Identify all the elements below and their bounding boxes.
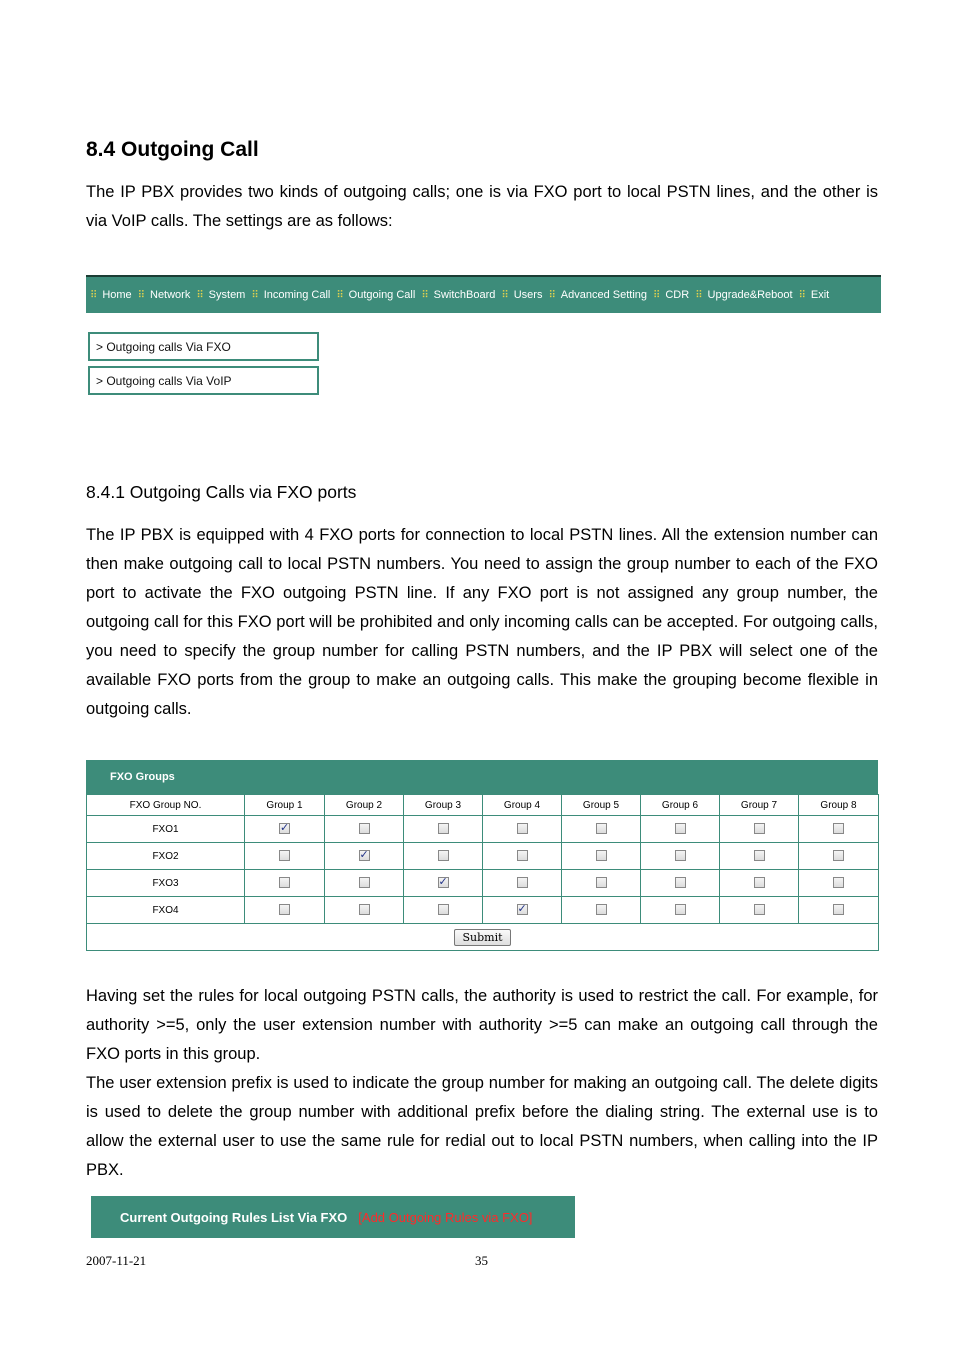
group-cell xyxy=(483,843,562,870)
group-checkbox[interactable] xyxy=(675,850,686,861)
intro-paragraph: The IP PBX provides two kinds of outgoing calls; one is via FXO port to local PSTN lines, and the other is via VoIP calls. The settings are as follows: xyxy=(86,183,878,230)
group-cell xyxy=(799,816,879,843)
group-cell xyxy=(799,870,879,897)
column-header-group-4: Group 4 xyxy=(483,795,562,816)
group-cell xyxy=(562,897,641,924)
group-checkbox[interactable] xyxy=(833,904,844,915)
nav-item-label: Exit xyxy=(810,289,830,301)
grid-bullet-icon: ⠿ xyxy=(501,289,508,301)
nav-item-network[interactable] xyxy=(138,289,191,301)
rules-bar-title: Current Outgoing Rules List Via FXO xyxy=(120,1209,348,1225)
nav-item-label: SwitchBoard xyxy=(433,289,496,301)
nav-item-label: Home xyxy=(102,289,132,301)
nav-item-label: CDR xyxy=(665,289,690,301)
group-checkbox[interactable] xyxy=(438,904,449,915)
group-cell xyxy=(641,870,720,897)
nav-item-incoming-call[interactable] xyxy=(251,289,330,301)
fxo-groups-table xyxy=(86,794,879,951)
group-checkbox[interactable] xyxy=(279,823,290,834)
group-cell xyxy=(799,897,879,924)
nav-item-outgoing-call[interactable] xyxy=(336,289,415,301)
group-cell xyxy=(799,843,879,870)
group-checkbox[interactable] xyxy=(517,850,528,861)
group-checkbox[interactable] xyxy=(596,877,607,888)
nav-item-label: System xyxy=(208,289,246,301)
group-cell xyxy=(483,870,562,897)
group-checkbox[interactable] xyxy=(754,877,765,888)
group-cell xyxy=(404,870,483,897)
group-checkbox[interactable] xyxy=(754,850,765,861)
group-cell xyxy=(641,843,720,870)
grid-bullet-icon: ⠿ xyxy=(137,289,144,301)
add-outgoing-rules-link[interactable]: [Add Outgoing Rules via FXO] xyxy=(358,1209,533,1225)
grid-bullet-icon: ⠿ xyxy=(421,289,428,301)
grid-bullet-icon: ⠿ xyxy=(336,289,343,301)
nav-item-users[interactable] xyxy=(501,289,542,301)
grid-bullet-icon: ⠿ xyxy=(548,289,555,301)
group-checkbox[interactable] xyxy=(359,823,370,834)
group-cell xyxy=(720,816,799,843)
group-checkbox[interactable] xyxy=(359,850,370,861)
group-checkbox[interactable] xyxy=(517,904,528,915)
group-cell xyxy=(245,843,325,870)
group-cell xyxy=(325,897,404,924)
subsection-title: 8.4.1 Outgoing Calls via FXO ports xyxy=(86,482,357,502)
group-checkbox[interactable] xyxy=(517,877,528,888)
group-checkbox[interactable] xyxy=(279,877,290,888)
grid-bullet-icon: ⠿ xyxy=(695,289,702,301)
column-header-fxo-group-no: FXO Group NO. xyxy=(87,795,245,816)
grid-bullet-icon: ⠿ xyxy=(90,289,97,301)
nav-item-advanced-setting[interactable] xyxy=(548,289,647,301)
nav-item-label: Users xyxy=(513,289,543,301)
table-row xyxy=(87,870,879,897)
subsection-paragraph: The IP PBX is equipped with 4 FXO ports for connection to local PSTN lines. All the extension number can then make outgoing call to local PSTN numbers. You need to assign the group number to each of the FXO port to activate the FXO outgoing PSTN line. If any FXO port is not assigned any group number, the outgoing call for this FXO port will be prohibited and only incoming calls can be accepted. For outgoing calls, you need to specify the group number for calling PSTN numbers, and the IP PBX will select one of the available FXO ports from the group to make an outgoing calls. This make the grouping become flexible in outgoing calls. xyxy=(86,526,878,718)
group-cell xyxy=(245,897,325,924)
group-cell xyxy=(325,816,404,843)
group-cell xyxy=(404,843,483,870)
submit-row xyxy=(87,924,879,951)
group-checkbox[interactable] xyxy=(754,823,765,834)
group-checkbox[interactable] xyxy=(675,877,686,888)
nav-item-cdr[interactable] xyxy=(653,289,689,301)
column-header-group-1: Group 1 xyxy=(245,795,325,816)
group-cell xyxy=(720,897,799,924)
section-title: 8.4 Outgoing Call xyxy=(86,138,259,161)
group-cell xyxy=(720,870,799,897)
column-header-group-3: Group 3 xyxy=(404,795,483,816)
group-checkbox[interactable] xyxy=(833,823,844,834)
group-checkbox[interactable] xyxy=(596,823,607,834)
authority-paragraph: Having set the rules for local outgoing PSTN calls, the authority is used to restrict the call. For example, for authority >=5, only the user extension number with authority >=5 can make an outgoing call through the FXO ports in this group. The user extension prefix is used to indicate the group number for making an outgoing call. The delete digits is used to delete the group number with additional prefix before the dialing string. The external use is to allow the external user to use the same rule for redial out to local PSTN numbers, when calling into the IP PBX. xyxy=(86,987,878,1179)
submenu-outgoing-fxo[interactable]: > Outgoing calls Via FXO xyxy=(88,332,319,361)
fxo-port-label: FXO1 xyxy=(87,816,245,843)
nav-item-home[interactable] xyxy=(90,289,132,301)
footer-page-number: 35 xyxy=(475,1253,488,1268)
column-header-group-5: Group 5 xyxy=(562,795,641,816)
submit-button[interactable]: Submit xyxy=(454,929,510,946)
table-row xyxy=(87,897,879,924)
grid-bullet-icon: ⠿ xyxy=(251,289,258,301)
table-row xyxy=(87,843,879,870)
group-checkbox[interactable] xyxy=(438,877,449,888)
column-header-group-6: Group 6 xyxy=(641,795,720,816)
nav-item-exit[interactable] xyxy=(799,289,830,301)
column-header-group-2: Group 2 xyxy=(325,795,404,816)
column-header-group-7: Group 7 xyxy=(720,795,799,816)
outgoing-rules-bar xyxy=(91,1196,575,1238)
group-checkbox[interactable] xyxy=(833,850,844,861)
group-cell xyxy=(641,816,720,843)
nav-item-label: Upgrade&Reboot xyxy=(707,289,793,301)
grid-bullet-icon: ⠿ xyxy=(653,289,660,301)
grid-bullet-icon: ⠿ xyxy=(798,289,805,301)
group-cell xyxy=(483,816,562,843)
fxo-port-label: FXO4 xyxy=(87,897,245,924)
table-row xyxy=(87,816,879,843)
fxo-port-label: FXO3 xyxy=(87,870,245,897)
group-checkbox[interactable] xyxy=(279,904,290,915)
column-header-group-8: Group 8 xyxy=(799,795,879,816)
group-checkbox[interactable] xyxy=(359,877,370,888)
nav-item-label: Incoming Call xyxy=(263,289,331,301)
group-checkbox[interactable] xyxy=(438,823,449,834)
group-checkbox[interactable] xyxy=(833,877,844,888)
main-nav-bar xyxy=(86,275,881,313)
group-checkbox[interactable] xyxy=(279,850,290,861)
group-checkbox[interactable] xyxy=(675,904,686,915)
grid-bullet-icon: ⠿ xyxy=(196,289,203,301)
group-cell xyxy=(325,870,404,897)
fxo-groups-header: FXO Groups xyxy=(86,760,878,794)
group-checkbox[interactable] xyxy=(596,850,607,861)
group-checkbox[interactable] xyxy=(517,823,528,834)
group-checkbox[interactable] xyxy=(754,904,765,915)
group-checkbox[interactable] xyxy=(359,904,370,915)
group-cell xyxy=(562,870,641,897)
group-cell xyxy=(641,897,720,924)
group-cell xyxy=(325,843,404,870)
group-checkbox[interactable] xyxy=(438,850,449,861)
submenu-outgoing-voip[interactable]: > Outgoing calls Via VoIP xyxy=(88,366,319,395)
group-cell xyxy=(404,897,483,924)
nav-item-system[interactable] xyxy=(196,289,245,301)
group-cell xyxy=(483,897,562,924)
group-cell xyxy=(245,816,325,843)
nav-item-label: Network xyxy=(150,289,191,301)
group-checkbox[interactable] xyxy=(596,904,607,915)
nav-item-upgrade-reboot[interactable] xyxy=(695,289,792,301)
group-cell xyxy=(404,816,483,843)
group-cell xyxy=(245,870,325,897)
fxo-port-label: FXO2 xyxy=(87,843,245,870)
footer-date: 2007-11-21 xyxy=(86,1253,147,1268)
group-cell xyxy=(720,843,799,870)
nav-item-label: Advanced Setting xyxy=(560,289,648,301)
group-cell xyxy=(562,816,641,843)
group-checkbox[interactable] xyxy=(675,823,686,834)
nav-item-switchboard[interactable] xyxy=(421,289,495,301)
group-cell xyxy=(562,843,641,870)
nav-item-label: Outgoing Call xyxy=(348,289,416,301)
